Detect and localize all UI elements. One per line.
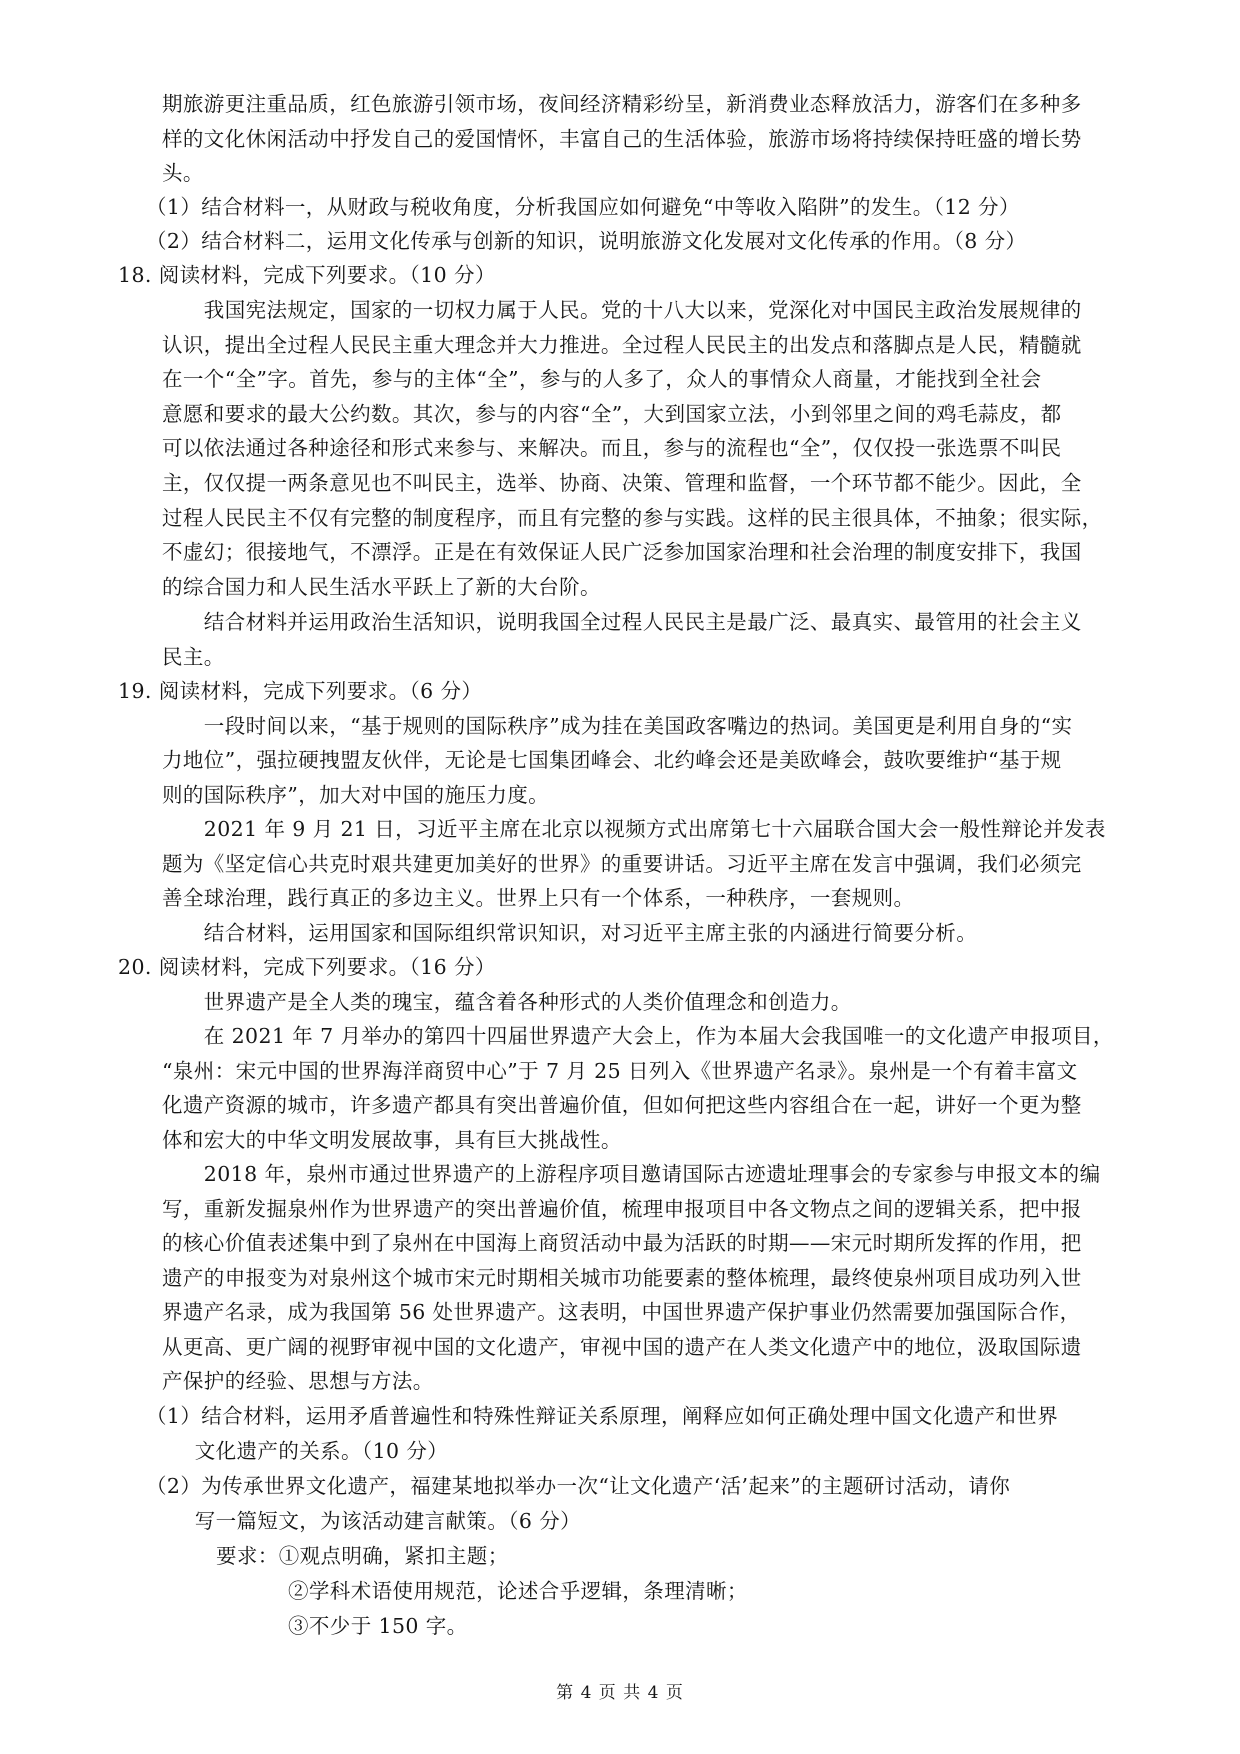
- question-19-heading: 19. 阅读材料，完成下列要求。（6 分）: [118, 679, 483, 703]
- requirement-3: ③不少于 150 字。: [288, 1614, 468, 1638]
- text-line: 写，重新发掘泉州作为世界遗产的突出普遍价值，梳理申报项目中各文物点之间的逻辑关系，把中报: [162, 1197, 1082, 1221]
- text-line: 2018 年，泉州市通过世界遗产的上游程序项目邀请国际古迹遗址理事会的专家参与申报文本的编: [162, 1162, 1101, 1186]
- text-line: 题为《坚定信心共克时艰共建更加美好的世界》的重要讲话。习近平主席在发言中强调，我们必须完: [162, 852, 1082, 876]
- text-line: 在 2021 年 7 月举办的第四十四届世界遗产大会上，作为本届大会我国唯一的文化遗产申报项目，: [162, 1024, 1114, 1048]
- sub-question-1: （1）结合材料一，从财政与税收角度，分析我国应如何避免“中等收入陷阱”的发生。（12 分）: [146, 195, 1020, 219]
- text-line: 从更高、更广阔的视野审视中国的文化遗产，审视中国的遗产在人类文化遗产中的地位，汲取国际遗: [162, 1335, 1082, 1359]
- text-line: “泉州：宋元中国的世界海洋商贸中心”于 7 月 25 日列入《世界遗产名录》。泉州是一个有着丰富文: [162, 1059, 1078, 1083]
- page-number-footer: 第 4 页 共 4 页: [556, 1683, 684, 1703]
- text-line: 意愿和要求的最大公约数。其次，参与的内容“全”，大到国家立法，小到邻里之间的鸡毛蒜皮，都: [162, 402, 1062, 426]
- text-line: 2021 年 9 月 21 日，习近平主席在北京以视频方式出席第七十六届联合国大会一般性辩论并发表: [162, 817, 1106, 841]
- text-line: 界遗产名录，成为我国第 56 处世界遗产。这表明，中国世界遗产保护事业仍然需要加强国际合作，: [162, 1300, 1081, 1324]
- text-line: 认识，提出全过程人民民主重大理念并大力推进。全过程人民民主的出发点和落脚点是人民，精髓就: [162, 333, 1082, 357]
- text-line: 样的文化休闲活动中抒发自己的爱国情怀，丰富自己的生活体验，旅游市场将持续保持旺盛的增长势: [162, 127, 1082, 151]
- requirement-1: 要求：①观点明确，紧扣主题；: [216, 1544, 509, 1568]
- text-line: 主，仅仅提一两条意见也不叫民主，选举、协商、决策、管理和监督，一个环节都不能少。因此，全: [162, 471, 1082, 495]
- sub-question-1: （1）结合材料，运用矛盾普遍性和特殊性辩证关系原理，阐释应如何正确处理中国文化遗产和世界: [146, 1404, 1059, 1428]
- question-prompt: 结合材料，运用国家和国际组织常识知识，对习近平主席主张的内涵进行简要分析。: [162, 921, 978, 945]
- text-line: 我国宪法规定，国家的一切权力属于人民。党的十八大以来，党深化对中国民主政治发展规律的: [162, 298, 1082, 322]
- text-line: 则的国际秩序”，加大对中国的施压力度。: [162, 783, 550, 807]
- requirement-2: ②学科术语使用规范，论述合乎逻辑，条理清晰；: [288, 1579, 748, 1603]
- question-18-heading: 18. 阅读材料，完成下列要求。（10 分）: [118, 263, 496, 287]
- text-line: 的核心价值表述集中到了泉州在中国海上商贸活动中最为活跃的时期——宋元时期所发挥的作用，把: [162, 1231, 1082, 1255]
- sub-question-2-cont: 写一篇短文，为该活动建言献策。（6 分）: [146, 1509, 582, 1533]
- text-line: 期旅游更注重品质，红色旅游引领市场，夜间经济精彩纷呈，新消费业态释放活力，游客们在多种多: [162, 92, 1082, 116]
- text-line: 一段时间以来，“基于规则的国际秩序”成为挂在美国政客嘴边的热词。美国更是利用自身的“实: [162, 714, 1073, 738]
- text-line: 世界遗产是全人类的瑰宝，蕴含着各种形式的人类价值理念和创造力。: [162, 990, 852, 1014]
- text-line: 善全球治理，践行真正的多边主义。世界上只有一个体系，一种秩序，一套规则。: [162, 886, 915, 910]
- question-20-heading: 20. 阅读材料，完成下列要求。（16 分）: [118, 955, 496, 979]
- text-line: 可以依法通过各种途径和形式来参与、来解决。而且，参与的流程也“全”，仅仅投一张选票不叫民: [162, 436, 1062, 460]
- text-line: 产保护的经验、思想与方法。: [162, 1369, 434, 1393]
- text-line: 在一个“全”字。首先，参与的主体“全”，参与的人多了，众人的事情众人商量，才能找到全社会: [162, 367, 1042, 391]
- question-prompt: 结合材料并运用政治生活知识，说明我国全过程人民民主是最广泛、最真实、最管用的社会主义: [162, 610, 1082, 634]
- text-line: 不虚幻；很接地气，不漂浮。正是在有效保证人民广泛参加国家治理和社会治理的制度安排下，我国: [162, 540, 1082, 564]
- sub-question-2: （2）结合材料二，运用文化传承与创新的知识，说明旅游文化发展对文化传承的作用。（8 分）: [146, 229, 1027, 253]
- text-line: 化遗产资源的城市，许多遗产都具有突出普遍价值，但如何把这些内容组合在一起，讲好一个更为整: [162, 1093, 1082, 1117]
- question-prompt: 民主。: [162, 645, 225, 669]
- text-line: 头。: [162, 161, 204, 185]
- text-line: 遗产的申报变为对泉州这个城市宋元时期相关城市功能要素的整体梳理，最终使泉州项目成功列入世: [162, 1266, 1082, 1290]
- text-line: 的综合国力和人民生活水平跃上了新的大台阶。: [162, 575, 601, 599]
- text-line: 力地位”，强拉硬拽盟友伙伴，无论是七国集团峰会、北约峰会还是美欧峰会，鼓吹要维护“基于规: [162, 748, 1062, 772]
- text-line: 体和宏大的中华文明发展故事，具有巨大挑战性。: [162, 1128, 622, 1152]
- sub-question-2: （2）为传承世界文化遗产，福建某地拟举办一次“让文化遗产‘活’起来”的主题研讨活动，请你: [146, 1474, 1011, 1498]
- sub-question-1-cont: 文化遗产的关系。（10 分）: [146, 1439, 449, 1463]
- text-line: 过程人民民主不仅有完整的制度程序，而且有完整的参与实践。这样的民主很具体，不抽象；很实际，: [162, 506, 1103, 530]
